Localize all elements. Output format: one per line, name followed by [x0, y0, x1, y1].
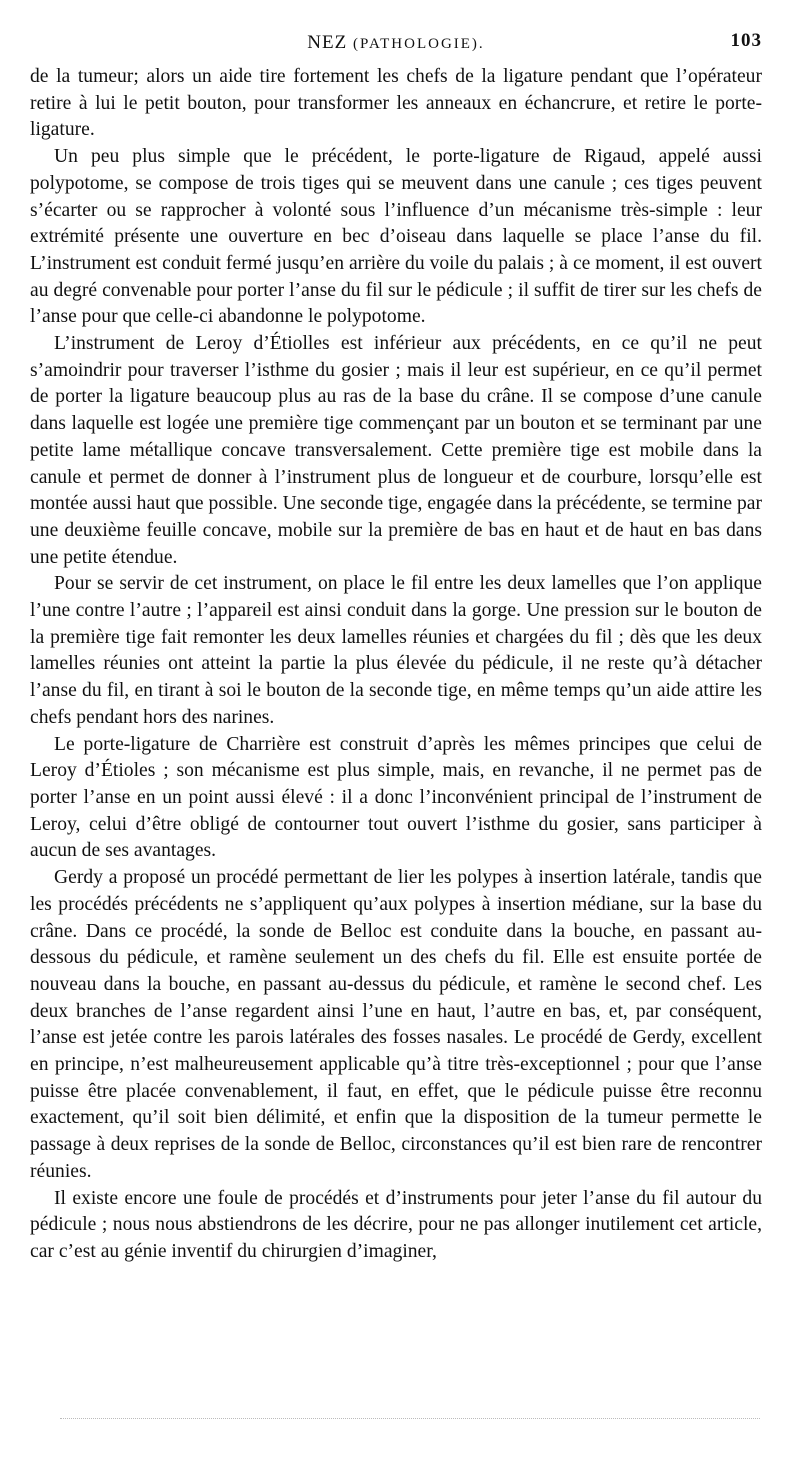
paragraph-continued: de la tumeur; alors un aide tire fortement les chefs de la ligature pendant que l’opérateur retire à lui le petit bouton, pour transformer les anneaux en échancrure, et retire le porte-ligature.	[30, 66, 762, 141]
running-title-sub: (PATHOLOGIE).	[352, 36, 485, 52]
page-number: 103	[730, 30, 762, 51]
running-title-main: NEZ	[307, 32, 348, 53]
paragraph-rigaud: Un peu plus simple que le précédent, le porte-ligature de Rigaud, appelé aussi polypotome, se compose de trois tiges qui se meuvent dans une canule ; ces tiges peuvent s’écarter ou se rapprocher à volonté sous l’influence d’un mécanisme très-simple : leur extrémité présente une ouverture en bec d’oiseau dans laquelle se place l’anse du fil. L’instrument est conduit fermé jusqu’en arrière du voile du palais ; à ce moment, il est ouvert au degré convenable pour porter l’anse du fil sur le pédicule ; il suffit de tirer sur les chefs de l’anse pour que celle-ci abandonne le polypotome.	[30, 146, 762, 328]
body-text	[30, 64, 762, 1266]
paragraph-leroy: L’instrument de Leroy d’Étiolles est inférieur aux précédents, en ce qu’il ne peut s’amoindrir pour traverser l’isthme du gosier ; mais il leur est supérieur, en ce qu’il permet de porter la ligature beaucoup plus au ras de la base du crâne. Il se compose d’une canule dans laquelle est logée une première tige commençant par un bouton et se terminant par une petite lame métallique concave transversalement. Cette première tige est mobile dans la canule et permet de donner à l’instrument plus de longueur et de courbure, lorsqu’elle est montée aussi haut que possible. Une seconde tige, engagée dans la précédente, se termine par une deuxième feuille concave, mobile sur la première de bas en haut et de haut en bas dans une petite étendue.	[30, 333, 762, 568]
paragraph-usage: Pour se servir de cet instrument, on place le fil entre les deux lamelles que l’on applique l’une contre l’autre ; l’appareil est ainsi conduit dans la gorge. Une pression sur le bouton de la première tige fait remonter les deux lamelles réunies et chargées du fil ; dès que les deux lamelles réunies ont atteint la partie la plus élevée du pédicule, il ne reste qu’à détacher l’anse du fil, en tirant à soi le bouton de la seconde tige, en même temps qu’un aide attire les chefs pendant hors des narines.	[30, 573, 762, 728]
running-title	[30, 32, 762, 54]
running-header	[30, 28, 762, 64]
paragraph-conclusion: Il existe encore une foule de procédés et d’instruments pour jeter l’anse du fil autour du pédicule ; nous nous abstiendrons de les décrire, pour ne pas allonger inutilement cet article, car c’est au génie inventif du chirurgien d’imaginer,	[30, 1187, 762, 1262]
footer-dotted-rule	[60, 1418, 760, 1419]
paragraph-gerdy: Gerdy a proposé un procédé permettant de lier les polypes à insertion latérale, tandis que les procédés précédents ne s’appliquent qu’aux polypes à insertion médiane, sur la base du crâne. Dans ce procédé, la sonde de Belloc est conduite dans la bouche, en passant au-dessous du pédicule, et ramène seulement un des chefs du fil. Elle est ensuite portée de nouveau dans la bouche, en passant au-dessus du pédicule, et ramène le second chef. Les deux branches de l’anse regardent ainsi l’une en haut, l’autre en bas, et, par conséquent, l’anse est jetée contre les parois latérales des fosses nasales. Le procédé de Gerdy, excellent en principe, n’est malheureusement applicable qu’à titre très-exceptionnel ; pour que l’anse puisse être placée convenablement, il faut, en effet, que le pédicule puisse être reconnu exactement, qu’il soit bien délimité, et enfin que la disposition de la tumeur permette le passage à deux reprises de la sonde de Belloc, circonstances qu’il est bien rare de rencontrer réunies.	[30, 867, 762, 1182]
paragraph-charriere: Le porte-ligature de Charrière est construit d’après les mêmes principes que celui de Leroy d’Étioles ; son mécanisme est plus simple, mais, en revanche, il ne permet pas de porter l’anse en un point aussi élevé : il a donc l’inconvénient principal de l’instrument de Leroy, celui d’être obligé de contourner tout ouvert l’isthme du gosier, sans participer à aucun de ses avantages.	[30, 733, 762, 862]
